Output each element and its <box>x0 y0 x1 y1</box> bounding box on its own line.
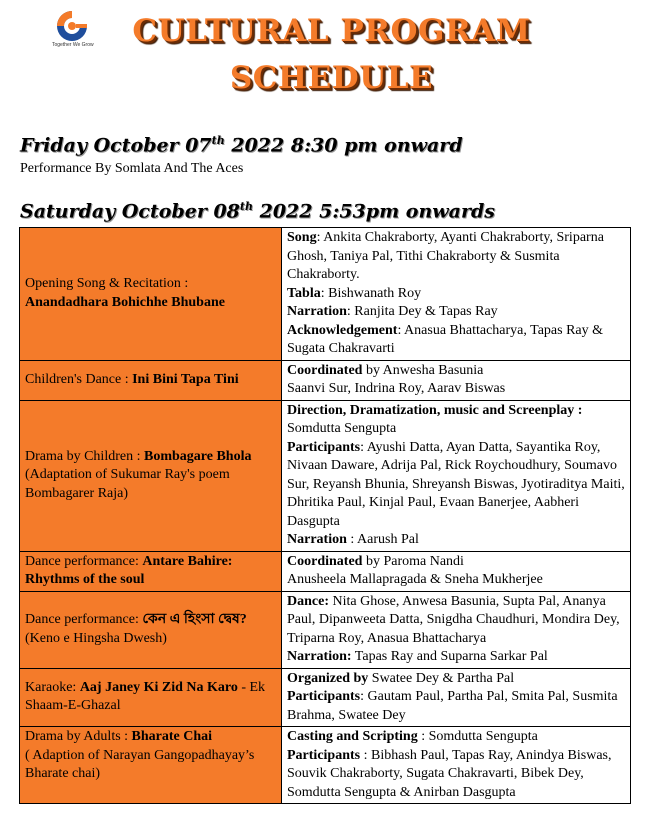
credit-value: : Anasua Bhattacharya, Tapas Ray & Sugata Chakravarti <box>287 322 604 356</box>
title-line-1: CULTURAL PROGRAM <box>132 13 531 49</box>
program-cell <box>20 551 282 591</box>
member-list: Saanvi Sur, Indrina Roy, Aarav Biswas <box>287 381 506 396</box>
program-note: - Ek Shaam-E-Ghazal <box>25 679 266 714</box>
friday-performance: Performance By Somlata And The Aces <box>20 161 244 176</box>
credit-label: Participants <box>287 689 361 704</box>
program-note: (Adaptation of Sukumar Ray's poem Bombagarer Raja) <box>25 467 230 501</box>
credit-value: by Anwesha Basunia <box>362 362 484 378</box>
program-title: কেন এ হিংসা দ্বেষ? <box>142 612 247 627</box>
program-title: Bharate Chai <box>131 729 213 744</box>
credit-value: : Bibhash Paul, Tapas Ray, Anindya Biswas, Souvik Chakraborty, Sugata Chakravarti, Bibek Dey, Somdutta Sengupta & Anirban Dasgupta <box>287 747 612 800</box>
program-cell <box>20 228 282 361</box>
credit-value: Swatee Dey & Partha Pal <box>368 670 515 686</box>
member-list: Anusheela Mallapragada & Sneha Mukherjee <box>287 572 543 587</box>
credit-label: Dance: <box>287 593 329 609</box>
program-cell <box>20 591 282 668</box>
program-title: Ini Bini Tapa Tini <box>132 371 239 387</box>
program-cell <box>20 668 282 727</box>
credit-value: : Bishwanath Roy <box>320 285 422 301</box>
credits-cell <box>282 591 631 668</box>
credit-value: by Paroma Nandi <box>362 553 464 569</box>
credit-label: Acknowledgement <box>287 322 398 338</box>
table-row <box>20 591 631 668</box>
table-row <box>20 551 631 591</box>
program-label: Dance performance: <box>25 553 143 569</box>
credit-value: : Gautam Paul, Partha Pal, Smita Pal, Susmita Brahma, Swatee Dey <box>287 689 618 723</box>
credit-label: Participants <box>287 747 361 763</box>
program-cell <box>20 727 282 804</box>
program-label: Opening Song & Recitation : <box>25 276 189 292</box>
credit-label: Song <box>287 230 317 245</box>
program-label: Drama by Adults : <box>25 729 132 744</box>
schedule-table <box>19 227 631 804</box>
credit-label: Narration <box>287 304 347 319</box>
table-row <box>20 360 631 400</box>
program-label: Children's Dance : <box>25 371 133 387</box>
title-line-2: SCHEDULE <box>229 60 434 96</box>
program-title: Bombagare Bhola <box>143 448 252 464</box>
program-note: (Keno e Hingsha Dwesh) <box>25 630 167 646</box>
credit-label: Narration <box>287 532 347 547</box>
credit-label: Casting and Scripting <box>287 729 418 744</box>
table-row <box>20 727 631 804</box>
table-row <box>20 228 631 361</box>
credits-cell <box>282 360 631 400</box>
credit-value: : Ankita Chakraborty, Ayanti Chakraborty, Sriparna Ghosh, Taniya Pal, Tithi Chakraborty & Susmita Chakraborty. <box>287 230 604 282</box>
program-cell <box>20 360 282 400</box>
logo-tagline: Together We Grow <box>52 42 94 48</box>
program-label: Karaoke: <box>25 679 80 695</box>
credit-value: Somdutta Sengupta <box>287 421 397 436</box>
credit-label: Participants <box>287 439 361 455</box>
table-row <box>20 668 631 727</box>
credits-cell <box>282 228 631 361</box>
credits-cell <box>282 400 631 551</box>
credits-cell <box>282 727 631 804</box>
credit-value: : Somdutta Sengupta <box>417 729 538 744</box>
credit-label: Organized by <box>287 670 369 686</box>
credit-value: : Aarush Pal <box>346 532 419 547</box>
table-row <box>20 400 631 551</box>
credit-label: Direction, Dramatization, music and Screenplay : <box>287 402 583 418</box>
credit-value: Tapas Ray and Suparna Sarkar Pal <box>351 649 548 664</box>
credit-value: Nita Ghose, Anwesa Basunia, Supta Pal, Ananya Paul, Dipanweeta Datta, Snigdha Chaudhuri, Mondira Dey, Triparna Roy, Anasua Bhattacharya <box>287 593 620 646</box>
program-title: Antare Bahire: Rhythms of the soul <box>25 553 233 587</box>
credits-cell <box>282 668 631 727</box>
program-label: Dance performance: <box>25 612 143 627</box>
program-title: Aaj Janey Ki Zid Na Karo <box>79 679 238 695</box>
program-label: Drama by Children : <box>25 448 144 464</box>
credit-value: : Ranjita Dey & Tapas Ray <box>346 304 498 319</box>
credit-label: Coordinated <box>287 362 363 378</box>
friday-heading: Friday October 07th 2022 8:30 pm onward <box>20 134 463 157</box>
credit-label: Tabla <box>287 285 321 301</box>
credit-label: Narration: <box>287 649 352 664</box>
credit-value: : Ayushi Datta, Ayan Datta, Sayantika Roy, Nivaan Daware, Adrija Pal, Rick Roychoudhury, Soumavo Sur, Reyansh Bhunia, Shreyansh Biswas, Jyotiraditya Maiti, Dhritika Paul, Kinjal Paul, Evaan Banerjee, Aabheri Dasgupta <box>287 439 625 529</box>
program-cell <box>20 400 282 551</box>
program-note: ( Adaption of Narayan Gangopadhayay’s Bharate chai) <box>25 747 255 781</box>
credit-label: Coordinated <box>287 553 363 569</box>
saturday-heading: Saturday October 08th 2022 5:53pm onwards <box>20 200 495 223</box>
credits-cell <box>282 551 631 591</box>
program-title: Anandadhara Bohichhe Bhubane <box>25 294 225 310</box>
